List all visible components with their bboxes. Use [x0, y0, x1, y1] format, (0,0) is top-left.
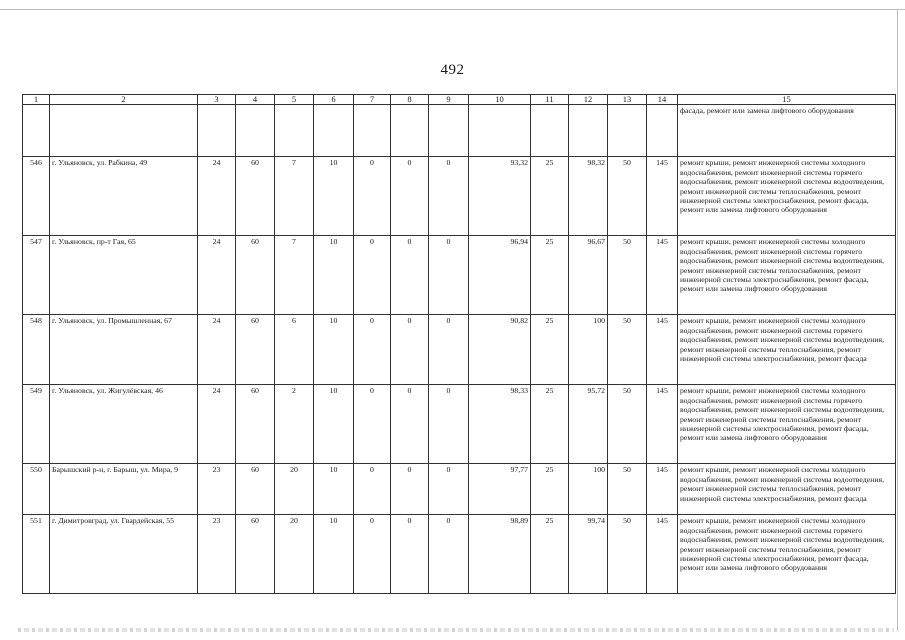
address-cell: г. Димитровград, ул. Гвардейская, 55 — [50, 515, 198, 594]
col12-cell: 100 — [569, 464, 608, 515]
col14-cell: 145 — [647, 515, 678, 594]
column-header: 9 — [429, 95, 469, 105]
col7-cell: 0 — [354, 515, 391, 594]
col5-cell: 6 — [275, 315, 314, 385]
empty-cell — [23, 105, 50, 157]
col5-cell: 7 — [275, 236, 314, 315]
col3-cell: 23 — [198, 464, 236, 515]
col13-cell: 50 — [608, 515, 647, 594]
table-body — [23, 105, 896, 594]
col11-cell: 25 — [531, 515, 569, 594]
empty-cell — [531, 105, 569, 157]
col10-cell: 96,94 — [469, 236, 531, 315]
col13-cell: 50 — [608, 464, 647, 515]
col4-cell: 60 — [236, 236, 275, 315]
empty-cell — [275, 105, 314, 157]
col4-cell: 60 — [236, 157, 275, 236]
col13-cell: 50 — [608, 157, 647, 236]
row-number-cell: 546 — [23, 157, 50, 236]
empty-cell — [236, 105, 275, 157]
col3-cell: 24 — [198, 236, 236, 315]
address-cell: Барышский р-н, г. Барыш, ул. Мира, 9 — [50, 464, 198, 515]
column-header: 7 — [354, 95, 391, 105]
column-header: 15 — [678, 95, 896, 105]
works-cell: ремонт крыши, ремонт инженерной системы холодного водоснабжения, ремонт инженерной системы горячего водоснабжения, ремонт инженерной системы водоотведения, ремонт инженерной системы теплоснабжения, ремонт инженерной системы электроснабжения, ремонт фасада, ремонт или замена лифтового оборудования — [678, 236, 896, 315]
column-header: 12 — [569, 95, 608, 105]
row-number-cell: 551 — [23, 515, 50, 594]
col6-cell: 10 — [314, 464, 354, 515]
col12-cell: 95,72 — [569, 385, 608, 464]
col8-cell: 0 — [391, 236, 429, 315]
col8-cell: 0 — [391, 157, 429, 236]
address-cell: г. Ульяновск, ул. Рабкина, 49 — [50, 157, 198, 236]
col12-cell: 100 — [569, 315, 608, 385]
col6-cell: 10 — [314, 315, 354, 385]
col7-cell: 0 — [354, 157, 391, 236]
col9-cell: 0 — [429, 515, 469, 594]
col13-cell: 50 — [608, 315, 647, 385]
col4-cell: 60 — [236, 515, 275, 594]
col14-cell: 145 — [647, 385, 678, 464]
col14-cell: 145 — [647, 236, 678, 315]
row-number-cell: 548 — [23, 315, 50, 385]
col4-cell: 60 — [236, 464, 275, 515]
col10-cell: 97,77 — [469, 464, 531, 515]
col5-cell: 2 — [275, 385, 314, 464]
column-header: 6 — [314, 95, 354, 105]
col10-cell: 90,82 — [469, 315, 531, 385]
table-row — [23, 157, 896, 236]
col7-cell: 0 — [354, 385, 391, 464]
col7-cell: 0 — [354, 464, 391, 515]
col6-cell: 10 — [314, 236, 354, 315]
empty-cell — [429, 105, 469, 157]
page-frame-top — [0, 9, 905, 10]
works-cell: ремонт крыши, ремонт инженерной системы холодного водоснабжения, ремонт инженерной системы водоотведения, ремонт инженерной системы теплоснабжения, ремонт инженерной системы электроснабжения, ремонт фасада — [678, 464, 896, 515]
col8-cell: 0 — [391, 515, 429, 594]
empty-cell — [314, 105, 354, 157]
col4-cell: 60 — [236, 385, 275, 464]
col3-cell: 24 — [198, 315, 236, 385]
table-row — [23, 385, 896, 464]
column-header: 5 — [275, 95, 314, 105]
col12-cell: 98,32 — [569, 157, 608, 236]
col11-cell: 25 — [531, 464, 569, 515]
column-header: 2 — [50, 95, 198, 105]
works-cell: ремонт крыши, ремонт инженерной системы холодного водоснабжения, ремонт инженерной системы горячего водоснабжения, ремонт инженерной системы водоотведения, ремонт инженерной системы теплоснабжения, ремонт инженерной системы электроснабжения, ремонт фасада, ремонт или замена лифтового оборудования — [678, 157, 896, 236]
col5-cell: 20 — [275, 464, 314, 515]
col6-cell: 10 — [314, 385, 354, 464]
column-header: 14 — [647, 95, 678, 105]
col8-cell: 0 — [391, 385, 429, 464]
col7-cell: 0 — [354, 315, 391, 385]
col14-cell: 145 — [647, 157, 678, 236]
table-row-continuation — [23, 105, 896, 157]
col10-cell: 98,33 — [469, 385, 531, 464]
scan-artifact — [18, 628, 894, 632]
empty-cell — [391, 105, 429, 157]
col5-cell: 7 — [275, 157, 314, 236]
works-cell: ремонт крыши, ремонт инженерной системы холодного водоснабжения, ремонт инженерной системы горячего водоснабжения, ремонт инженерной системы водоотведения, ремонт инженерной системы теплоснабжения, ремонт инженерной системы электроснабжения, ремонт фасада, ремонт или замена лифтового оборудования — [678, 385, 896, 464]
col11-cell: 25 — [531, 315, 569, 385]
column-header: 4 — [236, 95, 275, 105]
page-number: 492 — [440, 62, 465, 78]
row-number-cell: 549 — [23, 385, 50, 464]
empty-cell — [50, 105, 198, 157]
table-row — [23, 236, 896, 315]
works-cell: фасада, ремонт или замена лифтового оборудования — [678, 105, 896, 157]
empty-cell — [608, 105, 647, 157]
col8-cell: 0 — [391, 315, 429, 385]
col13-cell: 50 — [608, 385, 647, 464]
column-header: 10 — [469, 95, 531, 105]
table-row — [23, 315, 896, 385]
capital-repair-table — [22, 94, 896, 594]
col11-cell: 25 — [531, 236, 569, 315]
col11-cell: 25 — [531, 157, 569, 236]
row-number-cell: 550 — [23, 464, 50, 515]
column-header: 11 — [531, 95, 569, 105]
col9-cell: 0 — [429, 315, 469, 385]
address-cell: г. Ульяновск, ул. Промышленная, 67 — [50, 315, 198, 385]
col8-cell: 0 — [391, 464, 429, 515]
col3-cell: 23 — [198, 515, 236, 594]
col14-cell: 145 — [647, 315, 678, 385]
column-header: 3 — [198, 95, 236, 105]
empty-cell — [469, 105, 531, 157]
col10-cell: 93,32 — [469, 157, 531, 236]
column-header: 13 — [608, 95, 647, 105]
column-header: 1 — [23, 95, 50, 105]
column-header: 8 — [391, 95, 429, 105]
page-frame-right — [897, 9, 898, 631]
col9-cell: 0 — [429, 236, 469, 315]
row-number-cell: 547 — [23, 236, 50, 315]
col6-cell: 10 — [314, 157, 354, 236]
col3-cell: 24 — [198, 385, 236, 464]
col13-cell: 50 — [608, 236, 647, 315]
col9-cell: 0 — [429, 385, 469, 464]
table-row — [23, 515, 896, 594]
col3-cell: 24 — [198, 157, 236, 236]
col10-cell: 98,89 — [469, 515, 531, 594]
address-cell: г. Ульяновск, ул. Жигулёвская, 46 — [50, 385, 198, 464]
empty-cell — [354, 105, 391, 157]
works-cell: ремонт крыши, ремонт инженерной системы холодного водоснабжения, ремонт инженерной системы горячего водоснабжения, ремонт инженерной системы водоотведения, ремонт инженерной системы теплоснабжения, ремонт инженерной системы электроснабжения, ремонт фасада, ремонт или замена лифтового оборудования — [678, 515, 896, 594]
empty-cell — [647, 105, 678, 157]
col5-cell: 20 — [275, 515, 314, 594]
address-cell: г. Ульяновск, пр-т Гая, 65 — [50, 236, 198, 315]
col12-cell: 99,74 — [569, 515, 608, 594]
col4-cell: 60 — [236, 315, 275, 385]
col12-cell: 96,67 — [569, 236, 608, 315]
empty-cell — [198, 105, 236, 157]
table-row — [23, 464, 896, 515]
col11-cell: 25 — [531, 385, 569, 464]
col7-cell: 0 — [354, 236, 391, 315]
col14-cell: 145 — [647, 464, 678, 515]
empty-cell — [569, 105, 608, 157]
header-row — [23, 95, 896, 105]
col9-cell: 0 — [429, 157, 469, 236]
col9-cell: 0 — [429, 464, 469, 515]
works-cell: ремонт крыши, ремонт инженерной системы холодного водоснабжения, ремонт инженерной системы горячего водоснабжения, ремонт инженерной системы водоотведения, ремонт инженерной системы теплоснабжения, ремонт инженерной системы электроснабжения, ремонт фасада — [678, 315, 896, 385]
col6-cell: 10 — [314, 515, 354, 594]
